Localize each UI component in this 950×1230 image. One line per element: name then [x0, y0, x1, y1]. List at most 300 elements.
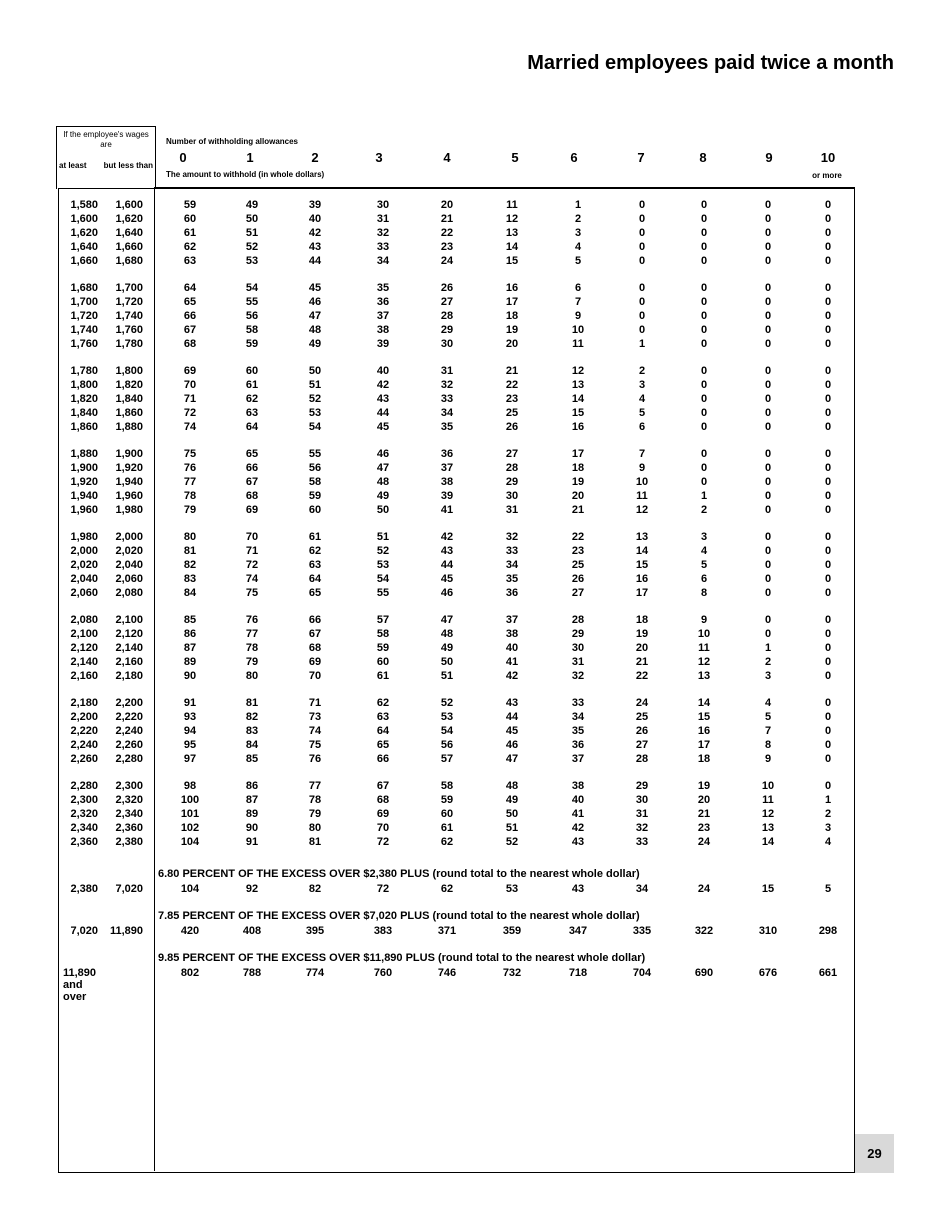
- withholding-cell: 48: [376, 476, 390, 488]
- withholding-cell: 89: [183, 656, 197, 668]
- wages-header: [56, 126, 156, 189]
- withholding-cell: 60: [183, 213, 197, 225]
- withholding-cell: 676: [758, 967, 778, 979]
- withholding-cell: 91: [183, 697, 197, 709]
- withholding-cell: 0: [638, 324, 646, 336]
- allowance-number-7: 7: [637, 150, 645, 165]
- withholding-cell: 690: [694, 967, 714, 979]
- withholding-cell: 67: [308, 628, 322, 640]
- withholding-cell: 0: [824, 421, 832, 433]
- withholding-cell: 0: [764, 310, 772, 322]
- wage-but-less-than: 2,100: [115, 614, 143, 626]
- withholding-cell: 59: [183, 199, 197, 211]
- withholding-cell: 347: [568, 925, 588, 937]
- withholding-cell: 0: [700, 476, 708, 488]
- withholding-cell: 28: [505, 462, 519, 474]
- withholding-cell: 31: [376, 213, 390, 225]
- percent-note: 7.85 PERCENT OF THE EXCESS OVER $7,020 PLUS (round total to the nearest whole dollar): [158, 910, 640, 922]
- wage-at-least: 1,700: [70, 296, 98, 308]
- withholding-cell: 11: [636, 490, 648, 502]
- withholding-cell: 62: [308, 545, 322, 557]
- withholding-cell: 0: [764, 504, 772, 516]
- withholding-cell: 0: [824, 227, 832, 239]
- withholding-cell: 0: [638, 199, 646, 211]
- withholding-cell: 13: [761, 822, 775, 834]
- wage-at-least: 2,220: [70, 725, 98, 737]
- withholding-cell: 83: [183, 573, 197, 585]
- withholding-cell: 78: [183, 490, 197, 502]
- withholding-cell: 0: [824, 753, 832, 765]
- withholding-cell: 94: [183, 725, 197, 737]
- wage-but-less-than: 1,920: [115, 462, 143, 474]
- withholding-cell: 58: [440, 780, 454, 792]
- withholding-cell: 0: [824, 545, 832, 557]
- withholding-cell: 28: [440, 310, 454, 322]
- withholding-cell: 17: [571, 448, 585, 460]
- wage-but-less-than: 2,320: [115, 794, 143, 806]
- withholding-cell: 14: [571, 393, 585, 405]
- withholding-cell: 21: [505, 365, 519, 377]
- withholding-cell: 48: [308, 324, 322, 336]
- withholding-cell: 0: [824, 697, 832, 709]
- wage-but-less-than: 2,180: [115, 670, 143, 682]
- withholding-cell: 2: [700, 504, 708, 516]
- percent-note: 6.80 PERCENT OF THE EXCESS OVER $2,380 PLUS (round total to the nearest whole dollar): [158, 868, 640, 880]
- withholding-cell: 15: [761, 883, 775, 895]
- withholding-cell: 298: [818, 925, 838, 937]
- withholding-cell: 8: [764, 739, 772, 751]
- withholding-cell: 24: [697, 836, 711, 848]
- withholding-cell: 15: [505, 255, 519, 267]
- withholding-cell: 68: [183, 338, 197, 350]
- withholding-cell: 0: [824, 282, 832, 294]
- wage-at-least: 1,600: [70, 213, 98, 225]
- withholding-cell: 0: [764, 587, 772, 599]
- withholding-cell: 48: [440, 628, 454, 640]
- withholding-cell: 65: [376, 739, 390, 751]
- wage-but-less-than: 1,760: [115, 324, 143, 336]
- withholding-cell: 10: [761, 780, 775, 792]
- withholding-cell: 17: [505, 296, 519, 308]
- withholding-cell: 3: [764, 670, 772, 682]
- withholding-cell: 10: [635, 476, 649, 488]
- wage-at-least: 2,340: [70, 822, 98, 834]
- withholding-cell: 0: [764, 476, 772, 488]
- withholding-cell: 68: [245, 490, 259, 502]
- withholding-cell: 18: [635, 614, 649, 626]
- withholding-cell: 52: [245, 241, 259, 253]
- withholding-cell: 71: [245, 545, 259, 557]
- withholding-cell: 15: [697, 711, 711, 723]
- withholding-cell: 0: [700, 462, 708, 474]
- withholding-cell: 32: [635, 822, 649, 834]
- wage-but-less-than: 1,800: [115, 365, 143, 377]
- withholding-cell: 788: [242, 967, 262, 979]
- withholding-cell: 322: [694, 925, 714, 937]
- withholding-cell: 0: [638, 282, 646, 294]
- withholding-cell: 0: [764, 379, 772, 391]
- withholding-cell: 51: [440, 670, 454, 682]
- wage-but-less-than: 1,940: [115, 476, 143, 488]
- withholding-cell: 0: [700, 338, 708, 350]
- withholding-cell: 20: [571, 490, 585, 502]
- wage-at-least: 2,020: [70, 559, 98, 571]
- wage-at-least: 2,200: [70, 711, 98, 723]
- withholding-cell: 56: [308, 462, 322, 474]
- wage-at-least: 2,040: [70, 573, 98, 585]
- wage-but-less-than: 1,600: [115, 199, 143, 211]
- withholding-cell: 75: [308, 739, 322, 751]
- withholding-cell: 47: [505, 753, 519, 765]
- withholding-cell: 76: [183, 462, 197, 474]
- withholding-cell: 0: [700, 227, 708, 239]
- withholding-cell: 16: [505, 282, 519, 294]
- withholding-cell: 20: [697, 794, 711, 806]
- withholding-cell: 1: [574, 199, 582, 211]
- withholding-cell: 79: [308, 808, 322, 820]
- withholding-cell: 63: [376, 711, 390, 723]
- withholding-cell: 29: [571, 628, 585, 640]
- withholding-cell: 22: [440, 227, 454, 239]
- withholding-cell: 64: [183, 282, 197, 294]
- withholding-cell: 0: [700, 421, 708, 433]
- withholding-cell: 310: [758, 925, 778, 937]
- wage-but-less-than: 2,080: [115, 587, 143, 599]
- withholding-cell: 36: [440, 448, 454, 460]
- withholding-cell: 14: [635, 545, 649, 557]
- withholding-cell: 12: [571, 365, 585, 377]
- withholding-cell: 26: [505, 421, 519, 433]
- withholding-cell: 10: [697, 628, 711, 640]
- withholding-cell: 26: [440, 282, 454, 294]
- withholding-cell: 44: [505, 711, 519, 723]
- withholding-cell: 51: [308, 379, 322, 391]
- withholding-cell: 65: [245, 448, 259, 460]
- withholding-cell: 0: [764, 614, 772, 626]
- withholding-cell: 28: [635, 753, 649, 765]
- withholding-cell: 8: [700, 587, 708, 599]
- withholding-cell: 24: [697, 883, 711, 895]
- wage-at-least: 1,860: [70, 421, 98, 433]
- withholding-cell: 45: [505, 725, 519, 737]
- withholding-cell: 53: [505, 883, 519, 895]
- withholding-cell: 0: [638, 296, 646, 308]
- withholding-cell: 72: [376, 836, 390, 848]
- withholding-cell: 50: [440, 656, 454, 668]
- withholding-cell: 3: [574, 227, 582, 239]
- withholding-cell: 43: [571, 883, 585, 895]
- withholding-cell: 35: [571, 725, 585, 737]
- but-less-than-label: but less than: [103, 161, 153, 170]
- withholding-cell: 34: [376, 255, 390, 267]
- withholding-cell: 0: [764, 462, 772, 474]
- withholding-cell: 82: [245, 711, 259, 723]
- withholding-cell: 54: [376, 573, 390, 585]
- withholding-cell: 5: [764, 711, 772, 723]
- withholding-cell: 41: [505, 656, 519, 668]
- wage-but-less-than: 1,740: [115, 310, 143, 322]
- withholding-cell: 0: [824, 365, 832, 377]
- withholding-cell: 93: [183, 711, 197, 723]
- withholding-cell: 102: [180, 822, 200, 834]
- withholding-cell: 75: [183, 448, 197, 460]
- withholding-cell: 62: [245, 393, 259, 405]
- withholding-cell: 16: [635, 573, 649, 585]
- withholding-cell: 0: [824, 642, 832, 654]
- withholding-cell: 0: [764, 393, 772, 405]
- withholding-cell: 38: [376, 324, 390, 336]
- withholding-cell: 67: [376, 780, 390, 792]
- withholding-cell: 104: [180, 883, 200, 895]
- withholding-cell: 24: [635, 697, 649, 709]
- withholding-cell: 4: [824, 836, 832, 848]
- withholding-cell: 0: [700, 365, 708, 377]
- withholding-cell: 26: [635, 725, 649, 737]
- withholding-cell: 74: [183, 421, 197, 433]
- withholding-cell: 79: [183, 504, 197, 516]
- wage-at-least: 1,580: [70, 199, 98, 211]
- withholding-cell: 17: [697, 739, 711, 751]
- withholding-cell: 0: [824, 199, 832, 211]
- withholding-cell: 44: [376, 407, 390, 419]
- withholding-cell: 74: [308, 725, 322, 737]
- withholding-cell: 49: [505, 794, 519, 806]
- withholding-cell: 22: [635, 670, 649, 682]
- withholding-cell: 6: [574, 282, 582, 294]
- withholding-cell: 5: [638, 407, 646, 419]
- withholding-cell: 97: [183, 753, 197, 765]
- wage-at-least: 2,380: [70, 883, 98, 895]
- withholding-cell: 0: [824, 531, 832, 543]
- wage-but-less-than: 1,780: [115, 338, 143, 350]
- withholding-cell: 76: [308, 753, 322, 765]
- withholding-cell: 68: [308, 642, 322, 654]
- withholding-cell: 65: [308, 587, 322, 599]
- withholding-cell: 43: [376, 393, 390, 405]
- wage-but-less-than: 1,680: [115, 255, 143, 267]
- withholding-cell: 0: [824, 407, 832, 419]
- withholding-cell: 1: [764, 642, 772, 654]
- withholding-cell: 7: [764, 725, 772, 737]
- withholding-cell: 14: [505, 241, 519, 253]
- withholding-cell: 64: [245, 421, 259, 433]
- withholding-cell: 0: [638, 227, 646, 239]
- withholding-cell: 59: [376, 642, 390, 654]
- withholding-cell: 0: [700, 310, 708, 322]
- allowance-number-1: 1: [246, 150, 254, 165]
- withholding-cell: 80: [183, 531, 197, 543]
- wage-at-least: 2,360: [70, 836, 98, 848]
- withholding-cell: 5: [700, 559, 708, 571]
- withholding-cell: 64: [308, 573, 322, 585]
- wage-at-least: 1,980: [70, 531, 98, 543]
- withholding-cell: 18: [505, 310, 519, 322]
- withholding-cell: 60: [376, 656, 390, 668]
- withholding-cell: 0: [824, 255, 832, 267]
- withholding-cell: 51: [376, 531, 390, 543]
- withholding-cell: 10: [571, 324, 585, 336]
- allowance-number-6: 6: [570, 150, 578, 165]
- wage-but-less-than: 2,220: [115, 711, 143, 723]
- withholding-cell: 23: [571, 545, 585, 557]
- withholding-cell: 59: [245, 338, 259, 350]
- wage-at-least: 1,680: [70, 282, 98, 294]
- withholding-cell: 0: [824, 559, 832, 571]
- withholding-cell: 35: [505, 573, 519, 585]
- withholding-cell: 0: [700, 448, 708, 460]
- wage-but-less-than: 1,720: [115, 296, 143, 308]
- withholding-cell: 43: [308, 241, 322, 253]
- wage-but-less-than: 2,300: [115, 780, 143, 792]
- withholding-cell: 60: [245, 365, 259, 377]
- withholding-cell: 87: [183, 642, 197, 654]
- withholding-cell: 46: [440, 587, 454, 599]
- wage-but-less-than: 1,840: [115, 393, 143, 405]
- withholding-cell: 25: [571, 559, 585, 571]
- allowance-number-3: 3: [375, 150, 383, 165]
- withholding-cell: 30: [635, 794, 649, 806]
- withholding-cell: 40: [571, 794, 585, 806]
- withholding-cell: 95: [183, 739, 197, 751]
- withholding-cell: 0: [764, 365, 772, 377]
- withholding-cell: 66: [308, 614, 322, 626]
- withholding-cell: 62: [183, 241, 197, 253]
- withholding-cell: 42: [376, 379, 390, 391]
- withholding-cell: 36: [505, 587, 519, 599]
- wage-but-less-than: 2,120: [115, 628, 143, 640]
- withholding-cell: 61: [245, 379, 259, 391]
- withholding-cell: 0: [824, 725, 832, 737]
- withholding-cell: 21: [440, 213, 454, 225]
- withholding-cell: 40: [308, 213, 322, 225]
- withholding-cell: 0: [700, 199, 708, 211]
- withholding-cell: 77: [308, 780, 322, 792]
- percent-note: 9.85 PERCENT OF THE EXCESS OVER $11,890 PLUS (round total to the nearest whole dollar): [158, 952, 646, 964]
- withholding-cell: 21: [697, 808, 711, 820]
- withholding-cell: 89: [245, 808, 259, 820]
- wage-at-least: 2,140: [70, 656, 98, 668]
- withholding-cell: 62: [440, 836, 454, 848]
- withholding-cell: 63: [183, 255, 197, 267]
- withholding-cell: 371: [437, 925, 457, 937]
- wage-at-least: 1,840: [70, 407, 98, 419]
- wage-at-least: 1,800: [70, 379, 98, 391]
- withholding-cell: 4: [638, 393, 646, 405]
- wage-at-least: 1,920: [70, 476, 98, 488]
- withholding-cell: 45: [440, 573, 454, 585]
- wage-but-less-than: 2,340: [115, 808, 143, 820]
- wage-but-less-than: 2,160: [115, 656, 143, 668]
- withholding-cell: 43: [440, 545, 454, 557]
- page-title: Married employees paid twice a month: [527, 52, 894, 74]
- withholding-cell: 49: [440, 642, 454, 654]
- withholding-cell: 0: [638, 310, 646, 322]
- withholding-cell: 104: [180, 836, 200, 848]
- withholding-cell: 2: [638, 365, 646, 377]
- wage-but-less-than: 2,020: [115, 545, 143, 557]
- withholding-cell: 760: [373, 967, 393, 979]
- withholding-cell: 51: [245, 227, 259, 239]
- withholding-cell: 732: [502, 967, 522, 979]
- withholding-cell: 1: [824, 794, 832, 806]
- withholding-cell: 11: [762, 794, 774, 806]
- band-label: 11,890 and over: [63, 967, 97, 1003]
- withholding-cell: 52: [505, 836, 519, 848]
- wage-at-least: 2,180: [70, 697, 98, 709]
- withholding-cell: 81: [183, 545, 197, 557]
- withholding-cell: 0: [824, 241, 832, 253]
- withholding-cell: 5: [824, 883, 832, 895]
- withholding-cell: 58: [308, 476, 322, 488]
- withholding-cell: 30: [505, 490, 519, 502]
- withholding-cell: 45: [376, 421, 390, 433]
- wage-but-less-than: 2,140: [115, 642, 143, 654]
- withholding-cell: 0: [824, 476, 832, 488]
- withholding-cell: 42: [505, 670, 519, 682]
- wage-but-less-than: 1,640: [115, 227, 143, 239]
- withholding-cell: 11: [698, 642, 710, 654]
- withholding-cell: 86: [183, 628, 197, 640]
- withholding-cell: 4: [700, 545, 708, 557]
- withholding-cell: 39: [440, 490, 454, 502]
- withholding-cell: 81: [245, 697, 259, 709]
- withholding-cell: 0: [764, 448, 772, 460]
- withholding-cell: 4: [764, 697, 772, 709]
- withholding-cell: 91: [245, 836, 259, 848]
- withholding-cell: 0: [764, 324, 772, 336]
- withholding-cell: 6: [638, 421, 646, 433]
- withholding-cell: 80: [245, 670, 259, 682]
- withholding-cell: 7: [638, 448, 646, 460]
- withholding-cell: 90: [245, 822, 259, 834]
- withholding-cell: 63: [308, 559, 322, 571]
- withholding-cell: 27: [505, 448, 519, 460]
- withholding-cell: 80: [308, 822, 322, 834]
- withholding-cell: 84: [183, 587, 197, 599]
- withholding-cell: 49: [308, 338, 322, 350]
- withholding-cell: 82: [183, 559, 197, 571]
- withholding-cell: 11: [572, 338, 584, 350]
- withholding-cell: 0: [700, 379, 708, 391]
- withholding-cell: 69: [245, 504, 259, 516]
- allowances-label: Number of withholding allowances: [166, 137, 299, 146]
- withholding-cell: 704: [632, 967, 652, 979]
- withholding-cell: 31: [440, 365, 454, 377]
- withholding-cell: 11: [506, 199, 518, 211]
- withholding-cell: 39: [308, 199, 322, 211]
- withholding-cell: 5: [574, 255, 582, 267]
- withholding-cell: 0: [700, 296, 708, 308]
- withholding-cell: 66: [376, 753, 390, 765]
- withholding-cell: 46: [308, 296, 322, 308]
- withholding-cell: 0: [824, 656, 832, 668]
- withholding-cell: 0: [764, 559, 772, 571]
- withholding-cell: 62: [376, 697, 390, 709]
- withholding-cell: 0: [824, 379, 832, 391]
- withholding-cell: 77: [183, 476, 197, 488]
- withholding-cell: 55: [376, 587, 390, 599]
- withholding-cell: 23: [697, 822, 711, 834]
- withholding-cell: 0: [764, 338, 772, 350]
- or-more-label: or more: [812, 171, 842, 180]
- withholding-cell: 42: [571, 822, 585, 834]
- withholding-cell: 15: [571, 407, 585, 419]
- withholding-cell: 0: [824, 324, 832, 336]
- wage-but-less-than: 1,820: [115, 379, 143, 391]
- allowance-number-10: 10: [820, 150, 836, 165]
- withholding-cell: 22: [571, 531, 585, 543]
- withholding-cell: 30: [440, 338, 454, 350]
